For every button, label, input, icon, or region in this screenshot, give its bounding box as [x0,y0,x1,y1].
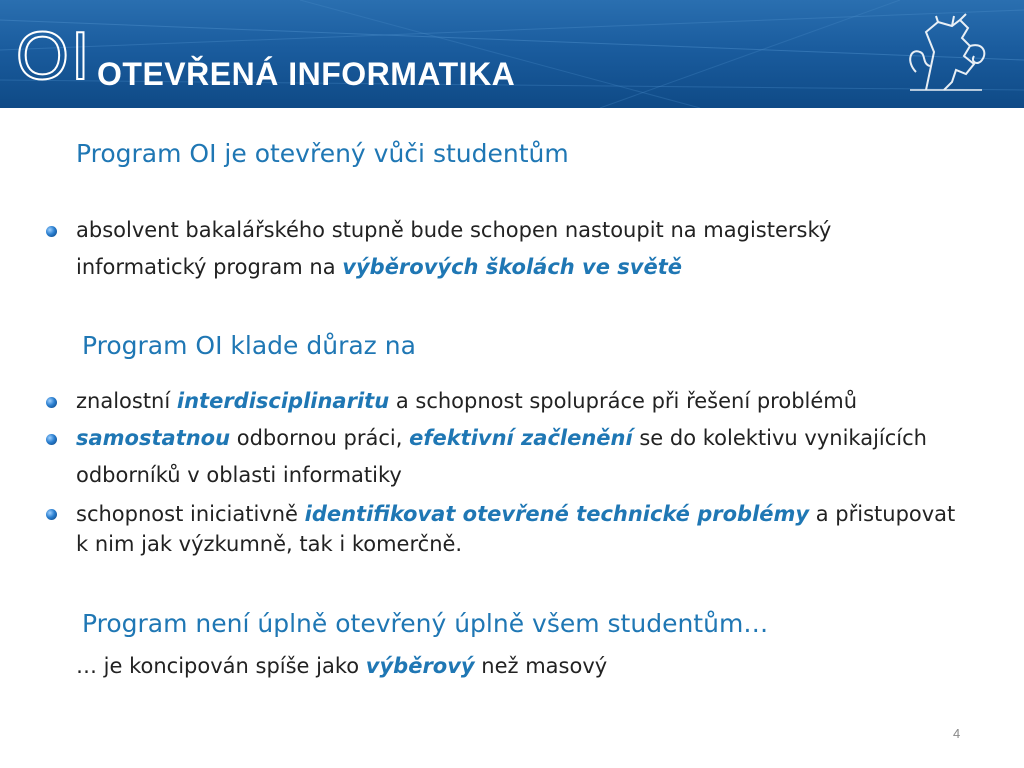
emphasis-text: identifikovat otevřené technické problémy [304,502,810,526]
emphasis-text: efektivní začlenění [409,426,633,450]
oi-logo: OI [16,18,92,94]
header-banner [0,0,1024,108]
text-span: informatický program na [76,255,343,279]
section1-heading: Program OI je otevřený vůči studentům [76,139,569,168]
emphasis-text: výběrový [365,654,475,678]
section2-bullet3-line2: k nim jak výzkumně, tak i komerčně. [76,532,463,556]
section2-bullet2-line1 [76,420,927,457]
text-span: se do kolektivu vynikajících [632,426,927,450]
text-span: než masový [474,654,608,678]
section3-heading: Program není úplně otevřený úplně všem studentům… [82,609,769,638]
bullet-icon [46,509,57,520]
emphasis-text: interdisciplinaritu [176,389,390,413]
section2-bullet1 [76,383,857,420]
text-span: a schopnost spolupráce při řešení problémů [389,389,858,413]
section2-bullet2-line2: odborníků v oblasti informatiky [76,463,402,487]
text-span: schopnost iniciativně [76,502,305,526]
section1-bullet1-line2 [76,249,682,286]
bullet-icon [46,397,57,408]
text-span: znalostní [76,389,177,413]
bullet-icon [46,226,57,237]
text-span: … je koncipován spíše jako [76,654,366,678]
section1-bullet1-line1: absolvent bakalářského stupně bude schopen nastoupit na magisterský [76,218,832,242]
text-span: odbornou práci, [230,426,410,450]
emphasis-text: samostatnou [76,426,231,450]
page-number: 4 [953,726,961,741]
text-span: a přistupovat [809,502,956,526]
bullet-icon [46,434,57,445]
section3-line [76,648,607,685]
lion-emblem-icon [896,12,996,96]
brand-title: OTEVŘENÁ INFORMATIKA [97,56,516,92]
emphasis-text: výběrových školách ve světě [342,255,682,279]
section2-heading: Program OI klade důraz na [82,331,416,360]
